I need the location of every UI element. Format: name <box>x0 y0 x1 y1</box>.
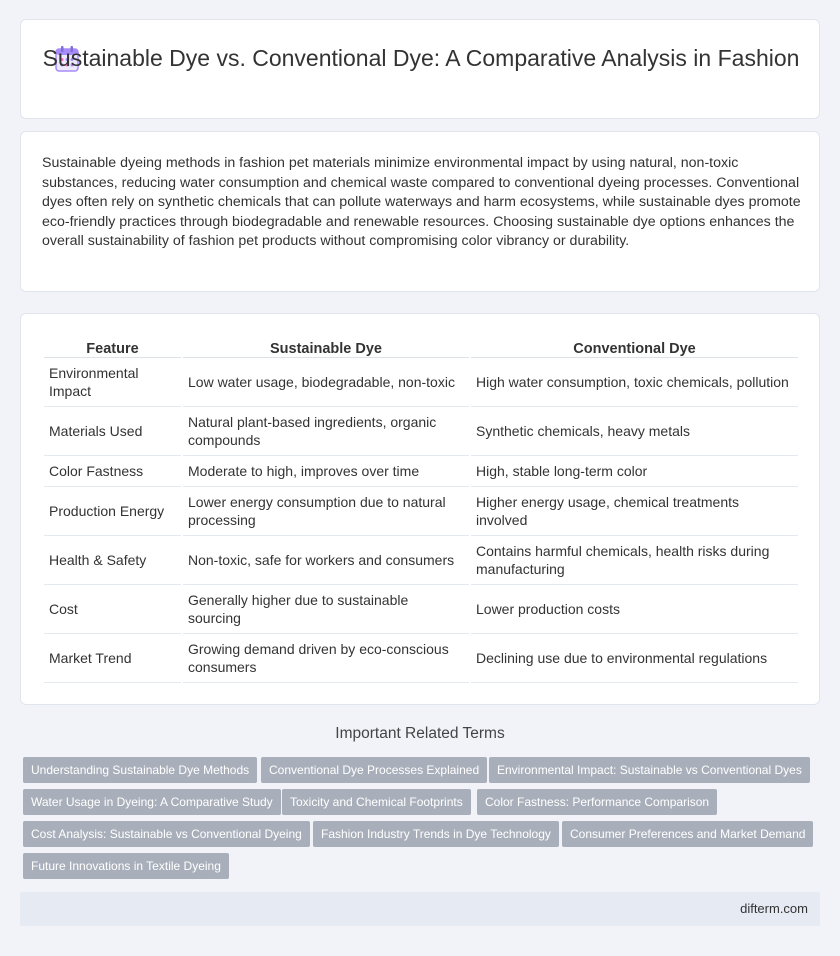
footer <box>20 892 820 926</box>
feature-cell: Cost <box>44 585 181 634</box>
sustainable-cell: Natural plant-based ingredients, organic compounds <box>183 407 469 456</box>
sustainable-cell: Lower energy consumption due to natural processing <box>183 487 469 536</box>
feature-cell: Color Fastness <box>44 456 181 487</box>
table-row <box>44 358 798 407</box>
feature-cell: Market Trend <box>44 634 181 683</box>
page-title: Sustainable Dye vs. Conventional Dye: A Comparative Analysis in Fashion <box>42 45 800 71</box>
conventional-cell: Synthetic chemicals, heavy metals <box>471 407 798 456</box>
conventional-cell: High, stable long-term color <box>471 456 798 487</box>
table-row <box>44 585 798 634</box>
table-row <box>44 456 798 487</box>
sustainable-cell: Generally higher due to sustainable sourcing <box>183 585 469 634</box>
conventional-cell: Lower production costs <box>471 585 798 634</box>
header-conventional-dye: Conventional Dye <box>471 334 798 358</box>
conventional-cell: Declining use due to environmental regulations <box>471 634 798 683</box>
related-tag[interactable]: Understanding Sustainable Dye Methods <box>23 757 257 783</box>
conventional-cell: Higher energy usage, chemical treatments involved <box>471 487 798 536</box>
conventional-cell: Contains harmful chemicals, health risks during manufacturing <box>471 536 798 585</box>
feature-cell: Health & Safety <box>44 536 181 585</box>
related-tag[interactable]: Fashion Industry Trends in Dye Technology <box>313 821 559 847</box>
related-tag[interactable]: Consumer Preferences and Market Demand <box>562 821 813 847</box>
related-tag[interactable]: Water Usage in Dyeing: A Comparative Study <box>23 789 281 815</box>
related-tag[interactable]: Conventional Dye Processes Explained <box>261 757 487 783</box>
table-row <box>44 634 798 683</box>
related-tag[interactable]: Color Fastness: Performance Comparison <box>477 789 717 815</box>
header-sustainable-dye: Sustainable Dye <box>183 334 469 358</box>
intro-paragraph: Sustainable dyeing methods in fashion pet materials minimize environmental impact by using natural, non-toxic substances, reducing water consumption and chemical waste compared to conventional dyeing processes. Conventional dyes often rely on synthetic chemicals that can pollute waterways and harm ecosystems, while sustainable dyes promote eco-friendly practices through biodegradable and renewable resources. Choosing sustainable dye options enhances the overall sustainability of fashion pet products without compromising color vibrancy or durability. <box>42 155 801 249</box>
sustainable-cell: Moderate to high, improves over time <box>183 456 469 487</box>
related-tag[interactable]: Toxicity and Chemical Footprints <box>282 789 471 815</box>
related-tag[interactable]: Environmental Impact: Sustainable vs Conventional Dyes <box>489 757 810 783</box>
comparison-table <box>42 334 800 683</box>
sustainable-cell: Non-toxic, safe for workers and consumers <box>183 536 469 585</box>
title-card <box>20 19 820 119</box>
conventional-cell: High water consumption, toxic chemicals, pollution <box>471 358 798 407</box>
footer-site-link[interactable]: difterm.com <box>740 901 808 916</box>
table-row <box>44 487 798 536</box>
comparison-table-card <box>20 313 820 705</box>
table-row <box>44 407 798 456</box>
intro-card <box>20 131 820 292</box>
feature-cell: Production Energy <box>44 487 181 536</box>
sustainable-cell: Low water usage, biodegradable, non-toxic <box>183 358 469 407</box>
related-tag[interactable]: Cost Analysis: Sustainable vs Conventional Dyeing <box>23 821 310 847</box>
related-terms-title: Important Related Terms <box>335 725 505 742</box>
header-feature: Feature <box>44 334 181 358</box>
sustainable-cell: Growing demand driven by eco-conscious consumers <box>183 634 469 683</box>
table-row <box>44 536 798 585</box>
feature-cell: Materials Used <box>44 407 181 456</box>
related-tag[interactable]: Future Innovations in Textile Dyeing <box>23 853 229 879</box>
feature-cell: Environmental Impact <box>44 358 181 407</box>
table-header-row <box>44 334 798 358</box>
